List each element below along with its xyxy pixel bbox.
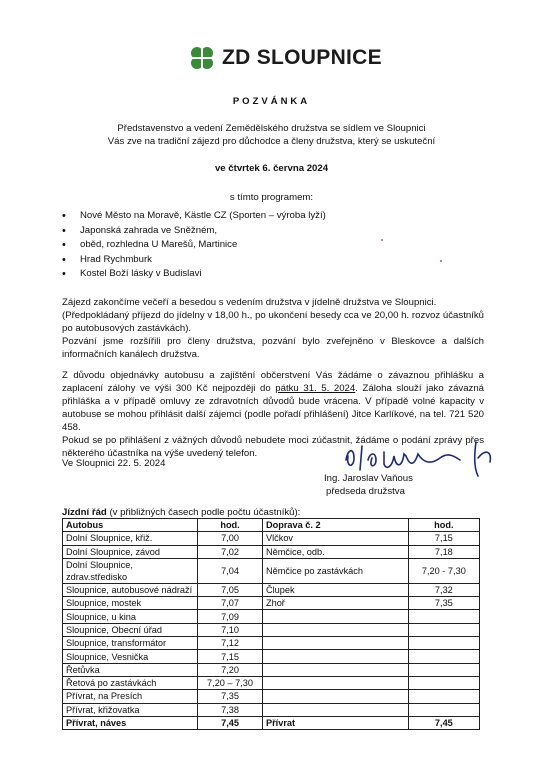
intro-line: Vás zve na tradiční zájezd pro důchodce a členy družstva, který se uskuteční bbox=[107, 135, 436, 147]
header-time: hod. bbox=[198, 519, 263, 532]
time-2-cell: 7,32 bbox=[408, 583, 479, 596]
program-item: • Nové Město na Moravě, Kästle CZ (Sporten – výroba lyží) bbox=[60, 210, 326, 225]
table-row bbox=[63, 597, 480, 610]
intro-line: Představenstvo a vedení Zemědělského družstva se sídlem ve Sloupnici bbox=[117, 123, 426, 134]
time-cell: 7,00 bbox=[198, 532, 263, 545]
table-row bbox=[63, 545, 480, 558]
handwritten-signature bbox=[340, 438, 500, 478]
time-2-cell: 7,18 bbox=[408, 545, 479, 558]
stop-2-cell bbox=[262, 676, 408, 689]
stop-cell: Dolní Sloupnice, závod bbox=[63, 545, 198, 558]
paragraph-line: Zájezd zakončíme večeří a besedou s vedením družstva v jídelně družstva ve Sloupnici. bbox=[62, 297, 437, 308]
table-row bbox=[63, 676, 480, 689]
time-cell: 7,20 – 7,30 bbox=[198, 676, 263, 689]
table-row bbox=[63, 650, 480, 663]
registration-text bbox=[62, 370, 484, 435]
time-2-cell bbox=[408, 690, 479, 703]
time-2-cell bbox=[408, 703, 479, 716]
company-logo bbox=[188, 44, 382, 72]
stop-2-cell bbox=[262, 623, 408, 636]
stop-cell: Dolní Sloupnice, křiž. bbox=[63, 532, 198, 545]
stop-2-cell bbox=[262, 690, 408, 703]
stop-cell: Řetůvka bbox=[63, 663, 198, 676]
time-cell: 7,38 bbox=[198, 703, 263, 716]
time-2-cell: 7,35 bbox=[408, 597, 479, 610]
time-cell: 7,10 bbox=[198, 623, 263, 636]
time-cell: 7,35 bbox=[198, 690, 263, 703]
time-2-cell: 7,15 bbox=[408, 532, 479, 545]
stop-cell: Přívrat, na Presích bbox=[63, 690, 198, 703]
table-row bbox=[63, 623, 480, 636]
time-cell: 7,45 bbox=[198, 716, 263, 729]
stop-2-cell bbox=[262, 663, 408, 676]
time-2-cell bbox=[408, 623, 479, 636]
clover-icon bbox=[188, 44, 216, 72]
table-row bbox=[63, 663, 480, 676]
signer-name: Ing. Jaroslav Vaňous bbox=[324, 473, 413, 484]
event-date: ve čtvrtek 6. června 2024 bbox=[214, 163, 329, 174]
time-2-cell bbox=[408, 610, 479, 623]
time-cell: 7,04 bbox=[198, 558, 263, 583]
program-intro: s tímto programem: bbox=[229, 192, 314, 203]
cancellation-text: Pokud se po přihlášení z vážných důvodů nebudete moci zúčastnit, žádáme o podání zprávy přes některého účastníka na výše uvedený telefon. bbox=[62, 434, 484, 459]
closing-paragraph bbox=[62, 297, 484, 362]
registration-text-end: . Záloha slouží jako závazná přihláška a v případě omluvy ze zdravotních důvodů bude vrácena. V případě volné kapacity v autobuse se mohou přihlásit další zájemci (podle pořadí přihlášení) Jitce Karlíkové, na tel. 721 520 458. bbox=[62, 382, 485, 433]
stop-cell: Sloupnice, Vesnička bbox=[63, 650, 198, 663]
stop-cell: Řetová po zastávkách bbox=[63, 676, 198, 689]
table-row bbox=[63, 610, 480, 623]
header-bus: Autobus bbox=[63, 519, 198, 532]
table-row bbox=[63, 690, 480, 703]
time-cell: 7,20 bbox=[198, 663, 263, 676]
stop-2-cell bbox=[262, 703, 408, 716]
header-time-2: hod. bbox=[408, 519, 479, 532]
timetable-header-row bbox=[63, 519, 480, 532]
time-2-cell bbox=[408, 637, 479, 650]
signer-role: předseda družstva bbox=[326, 485, 405, 497]
company-name: ZD SLOUPNICE bbox=[222, 46, 382, 69]
registration-text-start: Z důvodu objednávky autobusu a zajištění občerstvení Vás žádáme o závaznou přihlášku a zaplacení zálohy ve výši 300 Kč nejpozději do bbox=[62, 370, 484, 394]
stop-2-cell bbox=[262, 650, 408, 663]
timetable bbox=[62, 518, 480, 730]
time-cell: 7,07 bbox=[198, 597, 263, 610]
intro-text bbox=[0, 123, 543, 149]
time-2-cell: 7,20 - 7,30 bbox=[408, 558, 479, 583]
stop-2-cell bbox=[262, 610, 408, 623]
program-item: • Japonská zahrada ve Sněžném, bbox=[60, 225, 326, 240]
stop-cell: Sloupnice, mostek bbox=[63, 597, 198, 610]
stop-cell: Dolní Sloupnice, zdrav.středisko bbox=[63, 558, 198, 583]
stop-2-cell: Člupek bbox=[262, 583, 408, 596]
stop-cell: Sloupnice, transformátor bbox=[63, 637, 198, 650]
time-cell: 7,09 bbox=[198, 610, 263, 623]
header-transport-2: Doprava č. 2 bbox=[262, 519, 408, 532]
table-row bbox=[63, 637, 480, 650]
table-row bbox=[63, 716, 480, 729]
stop-cell: Sloupnice, Obecní úřad bbox=[63, 623, 198, 636]
timetable-title-rest: (v přibližných časech podle počtu účastníků): bbox=[106, 507, 301, 518]
stop-2-cell: Přívrat bbox=[262, 716, 408, 729]
program-item: • Hrad Rychmburk bbox=[60, 254, 326, 269]
ink-speck bbox=[381, 239, 383, 241]
time-cell: 7,12 bbox=[198, 637, 263, 650]
paragraph-line: Pozvání jsme rozšířili pro členy družstva, pozvání bylo zveřejněno v Bleskovce a dalších informačních kanálech družstva. bbox=[62, 335, 484, 360]
stop-cell: Sloupnice, autobusové nádraží bbox=[63, 583, 198, 596]
stop-2-cell bbox=[262, 637, 408, 650]
document-heading: POZVÁNKA bbox=[232, 96, 311, 107]
program-list bbox=[60, 210, 326, 283]
signer-block bbox=[324, 473, 413, 499]
paragraph-line: (Předpokládaný příjezd do jídelny v 18,00 h., po ukončení besedy cca ve 20,00 h. rozvoz účastníků po autobusových zastávkách). bbox=[62, 309, 484, 334]
ink-speck bbox=[440, 260, 442, 262]
table-row bbox=[63, 703, 480, 716]
table-row bbox=[63, 583, 480, 596]
time-2-cell bbox=[408, 650, 479, 663]
program-item: • oběd, rozhledna U Marešů, Martinice bbox=[60, 239, 326, 254]
stop-cell: Sloupnice, u kina bbox=[63, 610, 198, 623]
time-cell: 7,15 bbox=[198, 650, 263, 663]
program-item: • Kostel Boží lásky v Budislavi bbox=[60, 268, 326, 283]
timetable-title-bold: Jízdní řád bbox=[62, 507, 107, 518]
time-2-cell bbox=[408, 663, 479, 676]
stop-2-cell: Zhoř bbox=[262, 597, 408, 610]
time-cell: 7,05 bbox=[198, 583, 263, 596]
table-row bbox=[63, 558, 480, 583]
stop-2-cell: Vlčkov bbox=[262, 532, 408, 545]
time-2-cell: 7,45 bbox=[408, 716, 479, 729]
stop-cell: Přívrat, náves bbox=[63, 716, 198, 729]
stop-cell: Přívrat, křižovatka bbox=[63, 703, 198, 716]
place-and-date: Ve Sloupnici 22. 5. 2024 bbox=[62, 458, 166, 469]
time-2-cell bbox=[408, 676, 479, 689]
time-cell: 7,02 bbox=[198, 545, 263, 558]
stop-2-cell: Němčice, odb. bbox=[262, 545, 408, 558]
deadline: pátku 31. 5. 2024 bbox=[275, 382, 356, 394]
table-row bbox=[63, 532, 480, 545]
stop-2-cell: Němčice po zastávkách bbox=[262, 558, 408, 583]
